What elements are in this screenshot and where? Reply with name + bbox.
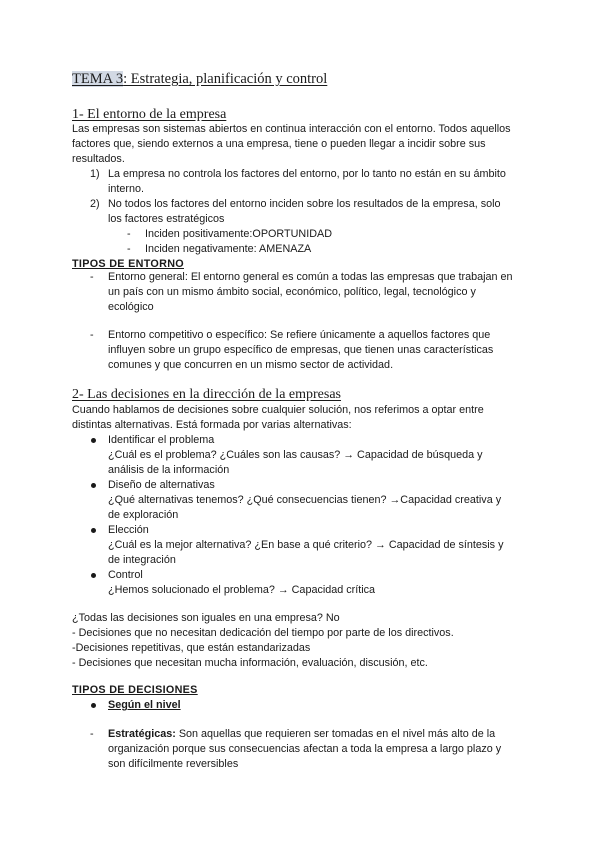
estrategicas-line-2: organización porque sus consecuencias afectan a toda la empresa a largo plazo y — [108, 743, 502, 755]
bullet-control-line-1: ¿Hemos solucionado el problema? → Capacidad crítica — [108, 584, 376, 596]
numbered-1-line-1: La empresa no controla los factores del entorno, por lo tanto no están en su ámbito — [108, 168, 506, 180]
bullet-eleccion-line-2: de integración — [108, 554, 176, 566]
dash-marker: - — [90, 271, 94, 283]
entorno-general-line-2: un país con un mismo ámbito social, económico, político, legal, tecnológico y — [108, 286, 476, 298]
bullet-diseno-label: Diseño de alternativas — [108, 479, 215, 491]
section2-intro-1: Cuando hablamos de decisiones sobre cualquier solución, nos referimos a optar entre — [72, 404, 484, 416]
entorno-competitivo-line-1: Entorno competitivo o específico: Se refiere únicamente a aquellos factores que — [108, 329, 491, 341]
entorno-competitivo-line-3: comunes y que concurren en un mismo sector de actividad. — [108, 359, 394, 371]
decisiones-note-3: - Decisiones que necesitan mucha información, evaluación, discusión, etc. — [72, 657, 428, 669]
section2-heading: 2- Las decisiones en la dirección de la empresas — [72, 387, 342, 402]
bullet-eleccion-line-1: ¿Cuál es la mejor alternativa? ¿En base a qué criterio? → Capacidad de síntesis y — [108, 539, 504, 551]
bullet-identificar-line-1: ¿Cuál es el problema? ¿Cuáles son las causas? → Capacidad de búsqueda y — [108, 449, 483, 461]
subitem-amenaza: Inciden negativamente: AMENAZA — [145, 243, 312, 255]
tipos-entorno-heading: TIPOS DE ENTORNO — [72, 258, 184, 270]
numbered-marker-1: 1) — [90, 168, 100, 180]
section1-intro-3: resultados. — [72, 153, 125, 165]
entorno-competitivo-line-2: influyen sobre un grupo específico de empresas, que tienen unas características — [108, 344, 494, 356]
estrategicas-line-1 — [108, 727, 495, 742]
bullet-dot — [91, 528, 96, 533]
bullet-identificar-label: Identificar el problema — [108, 434, 215, 446]
bullet-diseno-line-1: ¿Qué alternativas tenemos? ¿Qué consecuencias tienen? →Capacidad creativa y — [108, 494, 502, 506]
title-highlight: TEMA 3 — [72, 71, 124, 87]
numbered-2-line-1: No todos los factores del entorno inciden sobre los resultados de la empresa, solo — [108, 198, 501, 210]
bullet-dot — [91, 438, 96, 443]
segun-nivel-label: Según el nivel — [108, 699, 181, 711]
estrategicas-line-3: son difícilmente reversibles — [108, 758, 239, 770]
decisiones-question: ¿Todas las decisiones son iguales en una empresa? No — [72, 612, 340, 624]
section1-intro-1: Las empresas son sistemas abiertos en continua interacción con el entorno. Todos aquellos — [72, 123, 511, 135]
subitem-oportunidad: Inciden positivamente:OPORTUNIDAD — [145, 228, 333, 240]
dash-marker: - — [127, 243, 131, 255]
dash-marker: - — [90, 329, 94, 341]
numbered-1-line-2: interno. — [108, 183, 145, 195]
estrategicas-term: Estratégicas: — [108, 728, 176, 740]
title-rest: : Estrategia, planificación y control — [123, 71, 328, 87]
bullet-dot — [91, 483, 96, 488]
dash-marker: - — [127, 228, 131, 240]
entorno-general-line-1: Entorno general: El entorno general es común a todas las empresas que trabajan en — [108, 271, 513, 283]
bullet-identificar-line-2: análisis de la información — [108, 464, 230, 476]
section2-intro-2: distintas alternativas. Está formada por varias alternativas: — [72, 419, 352, 431]
bullet-eleccion-label: Elección — [108, 524, 149, 536]
section1-intro-2: factores que, siendo externos a una empresa, tiene o pueden llegar a incidir sobre sus — [72, 138, 486, 150]
numbered-2-line-2: los factores estratégicos — [108, 213, 225, 225]
bullet-control-label: Control — [108, 569, 143, 581]
bullet-dot — [91, 573, 96, 578]
decisiones-note-1: - Decisiones que no necesitan dedicación del tiempo por parte de los directivos. — [72, 627, 454, 639]
numbered-marker-2: 2) — [90, 198, 100, 210]
entorno-general-line-3: ecológico — [108, 301, 154, 313]
bullet-diseno-line-2: de exploración — [108, 509, 179, 521]
tipos-decisiones-heading: TIPOS DE DECISIONES — [72, 684, 198, 696]
dash-marker: - — [90, 728, 94, 740]
bullet-dot — [91, 703, 96, 708]
page-title — [72, 71, 327, 88]
section1-heading: 1- El entorno de la empresa — [72, 107, 227, 122]
decisiones-note-2: -Decisiones repetitivas, que están estandarizadas — [72, 642, 311, 654]
estrategicas-text: Son aquellas que requieren ser tomadas en el nivel más alto de la — [175, 728, 496, 740]
